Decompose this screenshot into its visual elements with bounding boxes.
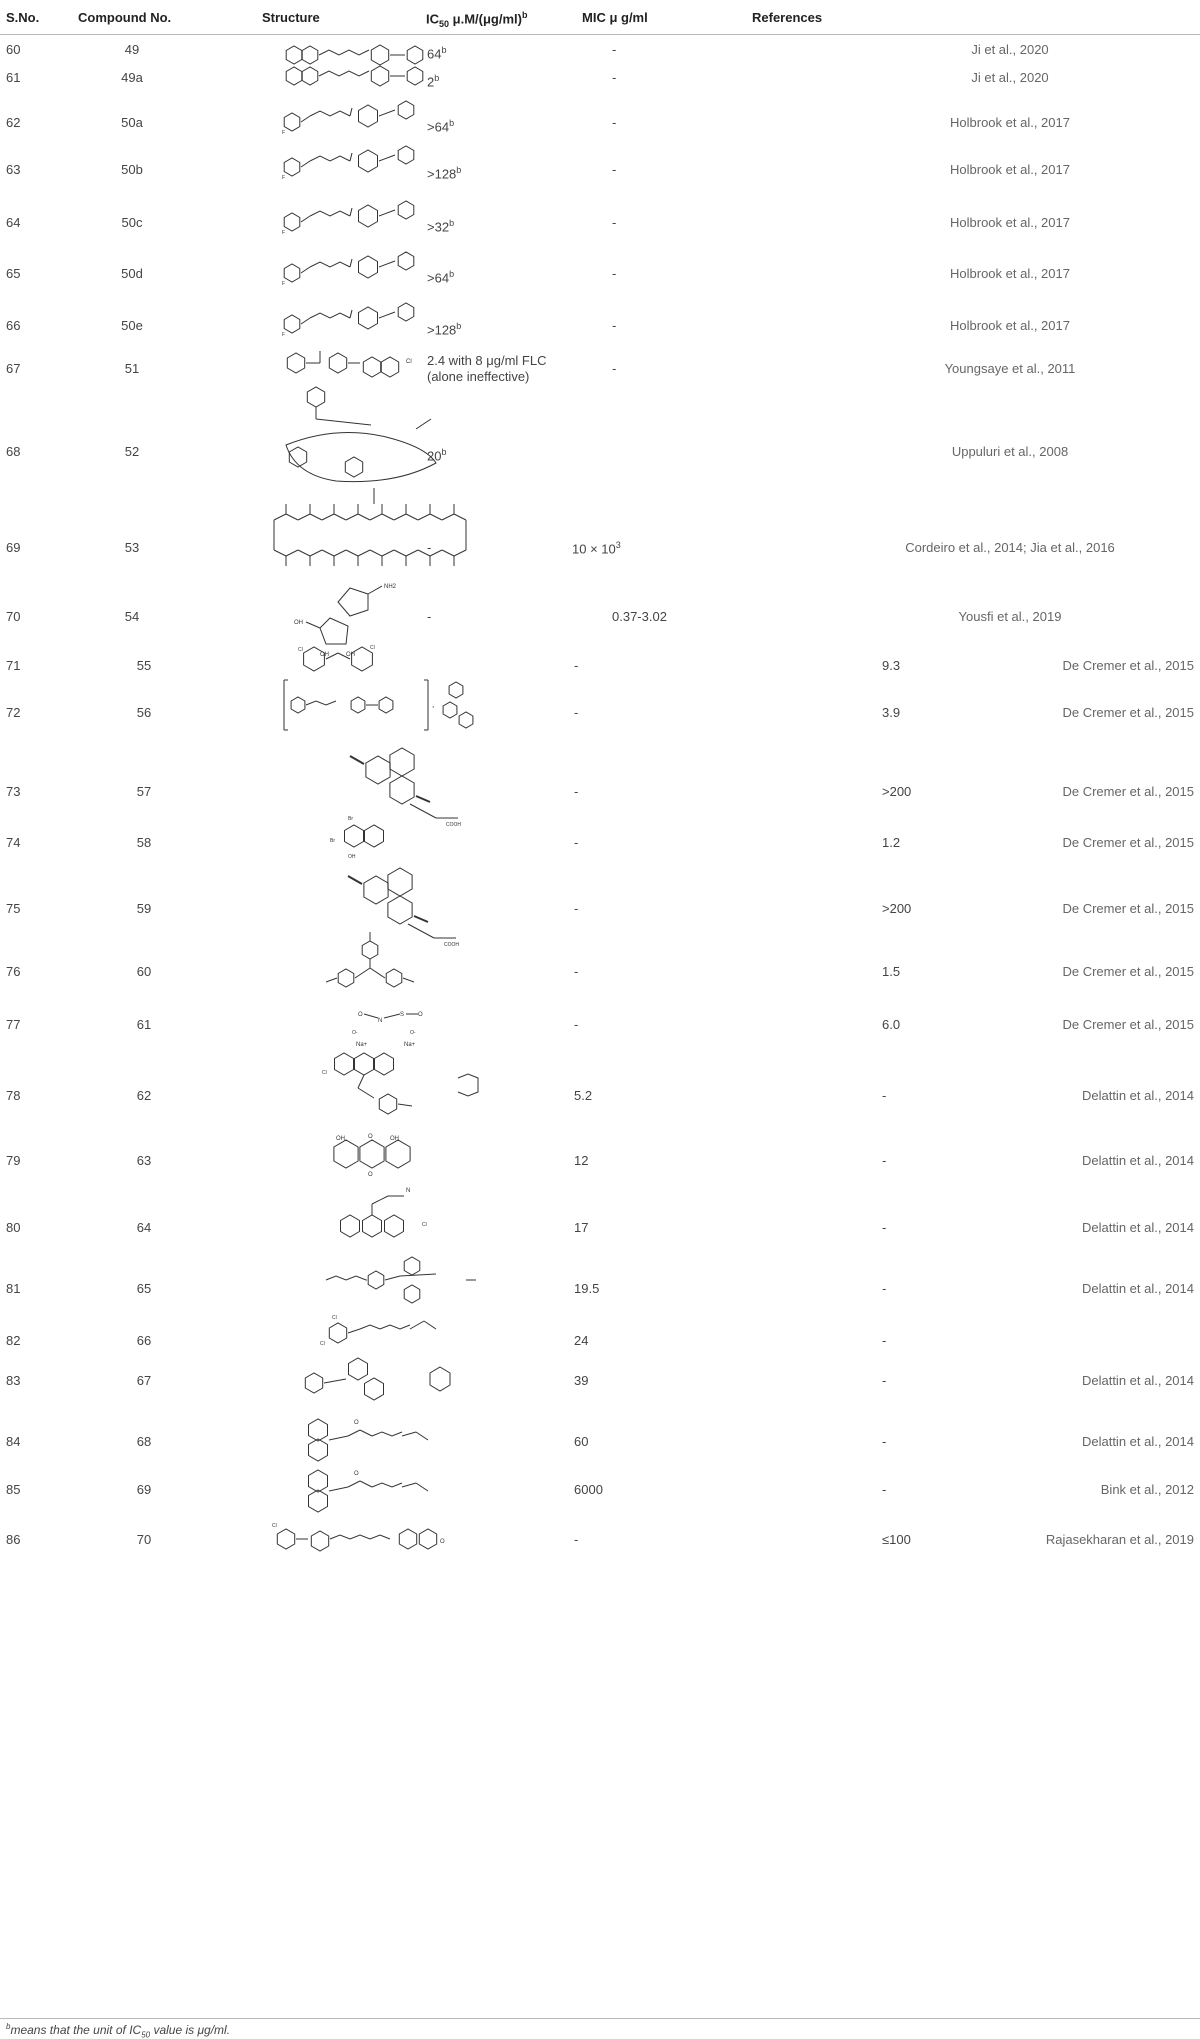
svg-text:OH: OH [320,652,329,658]
svg-text:F: F [282,230,286,236]
svg-text:Cl: Cl [322,1070,327,1076]
svg-text:O: O [358,1012,363,1018]
svg-text:O: O [418,1012,423,1018]
cell-sno: 76 [6,964,21,979]
cell-reference: De Cremer et al., 2015 [1062,705,1194,720]
svg-text:F: F [282,175,286,181]
structure-drawing [316,1258,516,1302]
cell-reference: Delattin et al., 2014 [1081,1153,1194,1168]
table-row [0,70,1200,90]
cell-reference: De Cremer et al., 2015 [1062,658,1194,673]
svg-text:Na+: Na+ [356,1042,368,1048]
cell-sno: 70 [6,609,21,624]
cell-compound: 49 [124,42,140,57]
svg-text:O: O [354,1471,359,1477]
cell-mic: - [612,361,617,376]
cell-ic50: $>64^b$ [427,269,455,286]
cell-compound: 61 [136,1017,152,1032]
cell-reference: Holbrook et al., 2017 [950,115,1070,130]
table-row [0,964,1200,984]
cell-mic: - [612,42,617,57]
cell-reference: Delattin et al., 2014 [1081,1434,1194,1449]
cell-compound: 51 [124,361,140,376]
table-row [0,215,1200,235]
cell-reference: Delattin et al., 2014 [1081,1281,1194,1296]
cell-ic50: 5.2 [574,1088,593,1103]
cell-ic50: 64$^b$ [427,45,447,62]
cell-mic: 9.3 [882,658,901,673]
table-row [0,1532,1200,1552]
cell-compound: 64 [136,1220,152,1235]
cell-ic50: 12 [574,1153,589,1168]
table-row [0,1333,1200,1353]
cell-sno: 80 [6,1220,21,1235]
cell-sno: 78 [6,1088,21,1103]
cell-ic50: - [574,1017,579,1032]
svg-text:Cl: Cl [406,359,412,365]
cell-mic: - [882,1220,887,1235]
cell-sno: 72 [6,705,21,720]
cell-reference: Bink et al., 2012 [1100,1482,1194,1497]
cell-reference: Holbrook et al., 2017 [950,266,1070,281]
cell-mic: - [882,1373,887,1388]
cell-compound: 63 [136,1153,152,1168]
cell-mic: 1.5 [882,964,901,979]
cell-compound: 50b [121,162,143,177]
cell-compound: 50d [121,266,143,281]
structure-drawing [278,676,528,734]
svg-text:O: O [440,1539,445,1545]
svg-text:OH: OH [390,1136,399,1142]
svg-text:,: , [432,700,435,709]
cell-mic: - [882,1281,887,1296]
table-row [0,609,1200,629]
cell-sno: 73 [6,784,21,799]
cell-reference: Youngsaye et al., 2011 [944,361,1076,376]
table-row [0,784,1200,804]
svg-text:Na+: Na+ [404,1042,416,1048]
table-row [0,1220,1200,1240]
svg-text:F: F [282,332,286,338]
cell-ic50: 2.4 with 8 μg/ml FLC (alone ineffective) [427,353,547,384]
table-row [0,835,1200,855]
cell-sno: 68 [6,444,21,459]
table-row [0,162,1200,182]
svg-text:S: S [400,1012,405,1018]
cell-reference: Holbrook et al., 2017 [950,162,1070,177]
cell-reference: Rajasekharan et al., 2019 [1045,1532,1194,1547]
cell-ic50: 60 [574,1434,589,1449]
cell-mic: - [882,1333,887,1348]
cell-mic: 3.9 [882,705,901,720]
cell-compound: 53 [124,540,140,555]
svg-text:F: F [282,281,286,287]
svg-text:OH: OH [348,854,356,860]
structure-drawing [280,194,420,238]
cell-mic: - [612,266,617,281]
cell-sno: 83 [6,1373,21,1388]
svg-text:O: O [354,1420,359,1426]
cell-compound: 60 [136,964,152,979]
cell-sno: 85 [6,1482,21,1497]
svg-text:OH: OH [336,1136,345,1142]
table-row [0,42,1200,62]
svg-text:F: F [282,130,286,136]
cell-sno: 65 [6,266,21,281]
cell-ic50: $>32^b$ [427,218,455,235]
svg-text:OH: OH [346,652,355,658]
svg-text:Cl: Cl [272,1523,277,1529]
cell-reference: Cordeiro et al., 2014; Jia et al., 2016 [905,540,1115,555]
cell-ic50: - [427,540,432,555]
cell-sno: 67 [6,361,21,376]
cell-sno: 82 [6,1333,21,1348]
svg-text:Cl: Cl [422,1222,427,1228]
table-header [0,0,1200,36]
cell-reference: Delattin et al., 2014 [1081,1220,1194,1235]
cell-ic50: 24 [574,1333,589,1348]
cell-mic: 6.0 [882,1017,901,1032]
header-references: References [752,10,823,25]
cell-mic: - [882,1482,887,1497]
structure-drawing [280,44,440,66]
cell-reference: Ji et al., 2020 [971,42,1049,57]
svg-text:Cl: Cl [370,645,375,651]
cell-sno: 81 [6,1281,21,1296]
header-sno: S.No. [6,10,40,25]
cell-compound: 56 [136,705,152,720]
cell-compound: 59 [136,901,152,916]
cell-sno: 77 [6,1017,21,1032]
cell-compound: 50a [121,115,143,130]
table-row [0,1153,1200,1173]
structure-drawing [348,1002,428,1048]
cell-reference: De Cremer et al., 2015 [1062,901,1194,916]
cell-ic50: 6000 [574,1482,603,1497]
cell-compound: 62 [136,1088,152,1103]
cell-compound: 49a [121,70,143,85]
table-row [0,115,1200,135]
cell-ic50: $>128^b$ [427,165,462,182]
svg-text:Cl: Cl [332,1315,337,1321]
svg-text:NH2: NH2 [384,584,397,590]
cell-mic: - [882,1153,887,1168]
cell-mic: - [612,215,617,230]
cell-reference: Delattin et al., 2014 [1081,1373,1194,1388]
cell-sno: 60 [6,42,21,57]
table-row [0,1482,1200,1502]
cell-reference: Holbrook et al., 2017 [950,318,1070,333]
table-row [0,540,1200,560]
cell-compound: 52 [124,444,140,459]
svg-text:Br: Br [330,838,335,844]
cell-ic50: - [427,609,432,624]
cell-mic: ≤100 [882,1532,911,1547]
structure-drawing [296,1408,466,1464]
cell-reference: De Cremer et al., 2015 [1062,835,1194,850]
table-row [0,1088,1200,1108]
cell-compound: 54 [124,609,140,624]
cell-sno: 69 [6,540,21,555]
structure-drawing [280,346,430,380]
table-row [0,353,1200,384]
cell-compound: 57 [136,784,152,799]
structure-drawing [296,1458,466,1516]
table-row [0,318,1200,338]
structure-drawing [280,140,420,182]
structure-drawing [280,296,420,340]
cell-ic50: - [574,964,579,979]
structure-drawing [320,928,430,986]
cell-ic50: 19.5 [574,1281,600,1296]
cell-mic: 1.2 [882,835,901,850]
cell-ic50: 20$^b$ [427,447,447,464]
cell-ic50: $>128^b$ [427,321,462,338]
cell-reference: De Cremer et al., 2015 [1062,1017,1194,1032]
svg-text:N: N [378,1018,383,1024]
cell-sno: 75 [6,901,21,916]
cell-compound: 69 [136,1482,152,1497]
cell-mic: >200 [882,901,912,916]
header-ic50: $IC_{50}$ $\mu.M/(\mu g/ml)^b$ [426,10,528,29]
header-structure: Structure [262,10,320,25]
structure-drawing [314,1178,464,1264]
structure-drawing [268,1518,528,1560]
cell-mic: - [612,115,617,130]
table-row [0,1017,1200,1037]
cell-sno: 86 [6,1532,21,1547]
cell-reference: Yousfi et al., 2019 [958,609,1062,624]
structure-drawing [312,812,392,860]
table-row [0,1281,1200,1301]
cell-sno: 79 [6,1153,21,1168]
svg-text:Br: Br [348,816,353,822]
cell-mic: $10 \times 10^3$ [572,540,621,557]
cell-ic50: - [574,658,579,673]
svg-text:COOH: COOH [446,822,461,828]
structure-drawing [280,66,430,86]
cell-ic50: - [574,835,579,850]
cell-ic50: 17 [574,1220,589,1235]
cell-compound: 55 [136,658,152,673]
cell-mic: - [882,1434,887,1449]
cell-compound: 50e [121,318,143,333]
table-row [0,901,1200,921]
header-mic: MIC μ g/ml [582,10,648,25]
cell-mic: - [612,318,617,333]
cell-compound: 58 [136,835,152,850]
cell-sno: 74 [6,835,21,850]
cell-sno: 63 [6,162,21,177]
cell-ic50: - [574,784,579,799]
cell-mic: - [612,70,617,85]
table-row [0,1373,1200,1393]
svg-text:Cl: Cl [320,1341,325,1347]
cell-sno: 84 [6,1434,21,1449]
cell-reference: Uppuluri et al., 2008 [951,444,1069,459]
table-row [0,266,1200,286]
svg-text:O-: O- [410,1030,416,1036]
cell-reference: Ji et al., 2020 [971,70,1049,85]
cell-sno: 64 [6,215,21,230]
svg-text:O: O [368,1172,373,1178]
cell-reference: De Cremer et al., 2015 [1062,964,1194,979]
svg-text:OH: OH [294,620,303,626]
structure-drawing [280,96,420,136]
cell-ic50: - [574,901,579,916]
svg-text:O-: O- [352,1030,358,1036]
header-compound: Compound No. [78,10,172,25]
svg-text:Cl: Cl [298,647,303,653]
cell-sno: 62 [6,115,21,130]
cell-sno: 71 [6,658,21,673]
cell-reference: De Cremer et al., 2015 [1062,784,1194,799]
cell-ic50: - [574,1532,579,1547]
cell-ic50: - [574,705,579,720]
svg-text:O: O [368,1134,373,1140]
cell-compound: 66 [136,1333,152,1348]
cell-sno: 66 [6,318,21,333]
cell-mic: 0.37-3.02 [612,609,667,624]
structure-drawing [290,1348,490,1410]
cell-compound: 67 [136,1373,152,1388]
structure-drawing [292,642,402,676]
structure-drawing [318,1044,508,1126]
cell-ic50: 39 [574,1373,589,1388]
table-row [0,705,1200,725]
footer-divider [0,2018,1200,2019]
structure-drawing [316,1130,466,1178]
cell-compound: 70 [136,1532,152,1547]
table-footnote: $^b$means that the unit of $IC_{50}$ value is μg/ml. [6,2022,231,2039]
cell-ic50: 2$^b$ [427,73,440,90]
cell-reference: Delattin et al., 2014 [1081,1088,1194,1103]
svg-text:N: N [406,1188,411,1194]
cell-mic: >200 [882,784,912,799]
table-row [0,444,1200,464]
cell-compound: 65 [136,1281,152,1296]
cell-sno: 61 [6,70,21,85]
table-row [0,1434,1200,1454]
table-row [0,658,1200,678]
structure-drawing [280,246,420,288]
cell-compound: 50c [121,215,143,230]
cell-reference: Holbrook et al., 2017 [950,215,1070,230]
cell-ic50: $>64^b$ [427,118,455,135]
cell-mic: - [882,1088,887,1103]
svg-text:COOH: COOH [444,942,459,948]
cell-compound: 68 [136,1434,152,1449]
header-divider [0,34,1200,35]
cell-mic: - [612,162,617,177]
